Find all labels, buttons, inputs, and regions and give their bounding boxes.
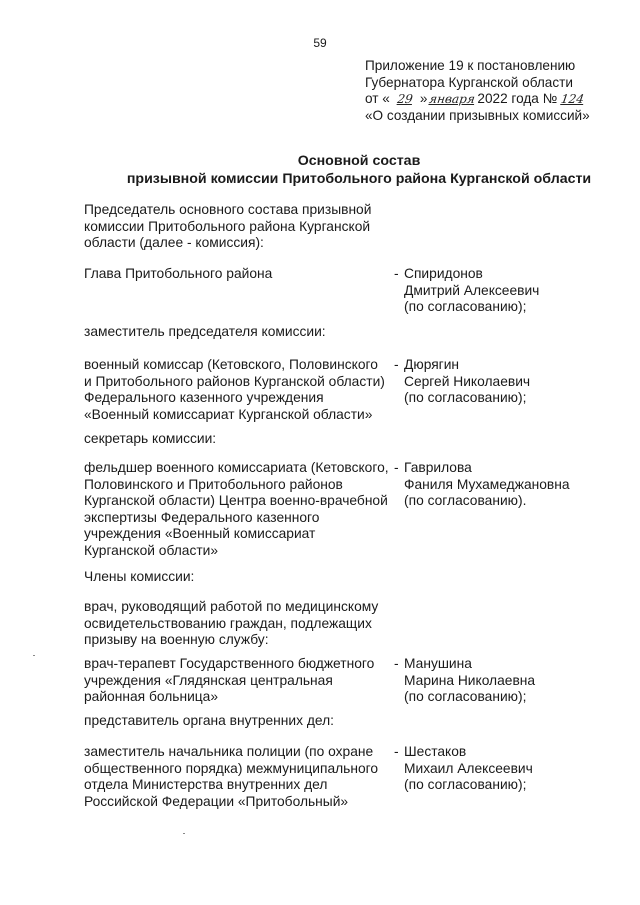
member-role: заместитель начальника полиции (по охране общественного порядка) межмуниципального отдела Министерства внутренних дел Российской Федерации «Притобольный» xyxy=(84,744,379,809)
member-person: Манушина Марина Николаевна (по согласованию); xyxy=(404,656,536,704)
appendix-line-2: Губернатора Курганской области xyxy=(365,74,573,90)
section-text: заместитель председателя комиссии: xyxy=(84,324,326,339)
scan-speck xyxy=(33,655,35,656)
section-text: Председатель основного состава призывной комиссии Притобольного района Курганской области (далее - комиссия): xyxy=(84,202,372,250)
member-dash: - xyxy=(394,460,399,475)
member-deputy xyxy=(84,357,614,423)
member-chairman xyxy=(84,266,614,316)
document-title xyxy=(0,152,640,188)
member-police xyxy=(84,744,614,810)
member-role: врач-терапевт Государственного бюджетного учреждения «Глядянская центральная районная больница» xyxy=(84,656,375,704)
section-chairman-heading xyxy=(84,202,614,252)
section-text: представитель органа внутренних дел: xyxy=(84,713,335,728)
section-police-heading xyxy=(84,713,614,730)
section-deputy-heading xyxy=(84,324,614,341)
member-role: фельдшер военного комиссариата (Кетовского, Половинского и Притобольного районов Курганской области) Центра военно-врачебной экспертизы Федерального казенного учреждения «Военный комиссариат Курганской области» xyxy=(84,460,389,558)
section-doctor-heading xyxy=(84,599,614,649)
handwritten-number: 124 xyxy=(560,92,585,106)
section-text: Члены комиссии: xyxy=(84,569,195,584)
member-doctor xyxy=(84,656,614,706)
member-role: Глава Притобольного района xyxy=(84,266,273,281)
member-role: военный комиссар (Кетовского, Половинского и Притобольного районов Курганской области) Федерального казенного учреждения «Военный комиссариат Курганской области» xyxy=(84,357,385,422)
appendix-line-1: Приложение 19 к постановлению xyxy=(365,58,576,73)
appendix-header xyxy=(365,58,625,124)
handwritten-month: января xyxy=(428,92,477,106)
section-secretary-heading xyxy=(84,431,614,448)
member-person: Шестаков Михаил Алексеевич (по согласованию); xyxy=(404,744,533,792)
scan-speck xyxy=(183,833,185,834)
member-person: Гаврилова Фаниля Мухамеджановна (по согласованию). xyxy=(404,460,570,508)
section-members-heading xyxy=(84,569,614,586)
member-dash: - xyxy=(394,656,399,671)
section-text: врач, руководящий работой по медицинскому освидетельствованию граждан, подлежащих призыву на военную службу: xyxy=(84,599,379,647)
appendix-date-sep: » xyxy=(419,91,428,106)
member-person: Дюрягин Сергей Николаевич (по согласованию); xyxy=(404,357,531,405)
member-dash: - xyxy=(394,266,399,281)
appendix-line-3 xyxy=(365,91,625,108)
title-line-2: призывной комиссии Притобольного района Курганской области xyxy=(126,171,592,187)
page-number: 59 xyxy=(313,36,327,50)
member-dash: - xyxy=(394,357,399,372)
member-dash: - xyxy=(394,744,399,759)
title-line-1: Основной состав xyxy=(297,153,421,169)
member-secretary xyxy=(84,460,614,559)
appendix-line-4: «О создании призывных комиссий» xyxy=(365,107,590,123)
member-person: Спиридонов Дмитрий Алексеевич (по согласованию); xyxy=(404,266,540,314)
appendix-date-prefix: от « xyxy=(365,91,390,106)
appendix-date-year: 2022 года № xyxy=(477,91,558,106)
handwritten-day: 29 xyxy=(396,92,414,106)
section-text: секретарь комиссии: xyxy=(84,431,217,446)
